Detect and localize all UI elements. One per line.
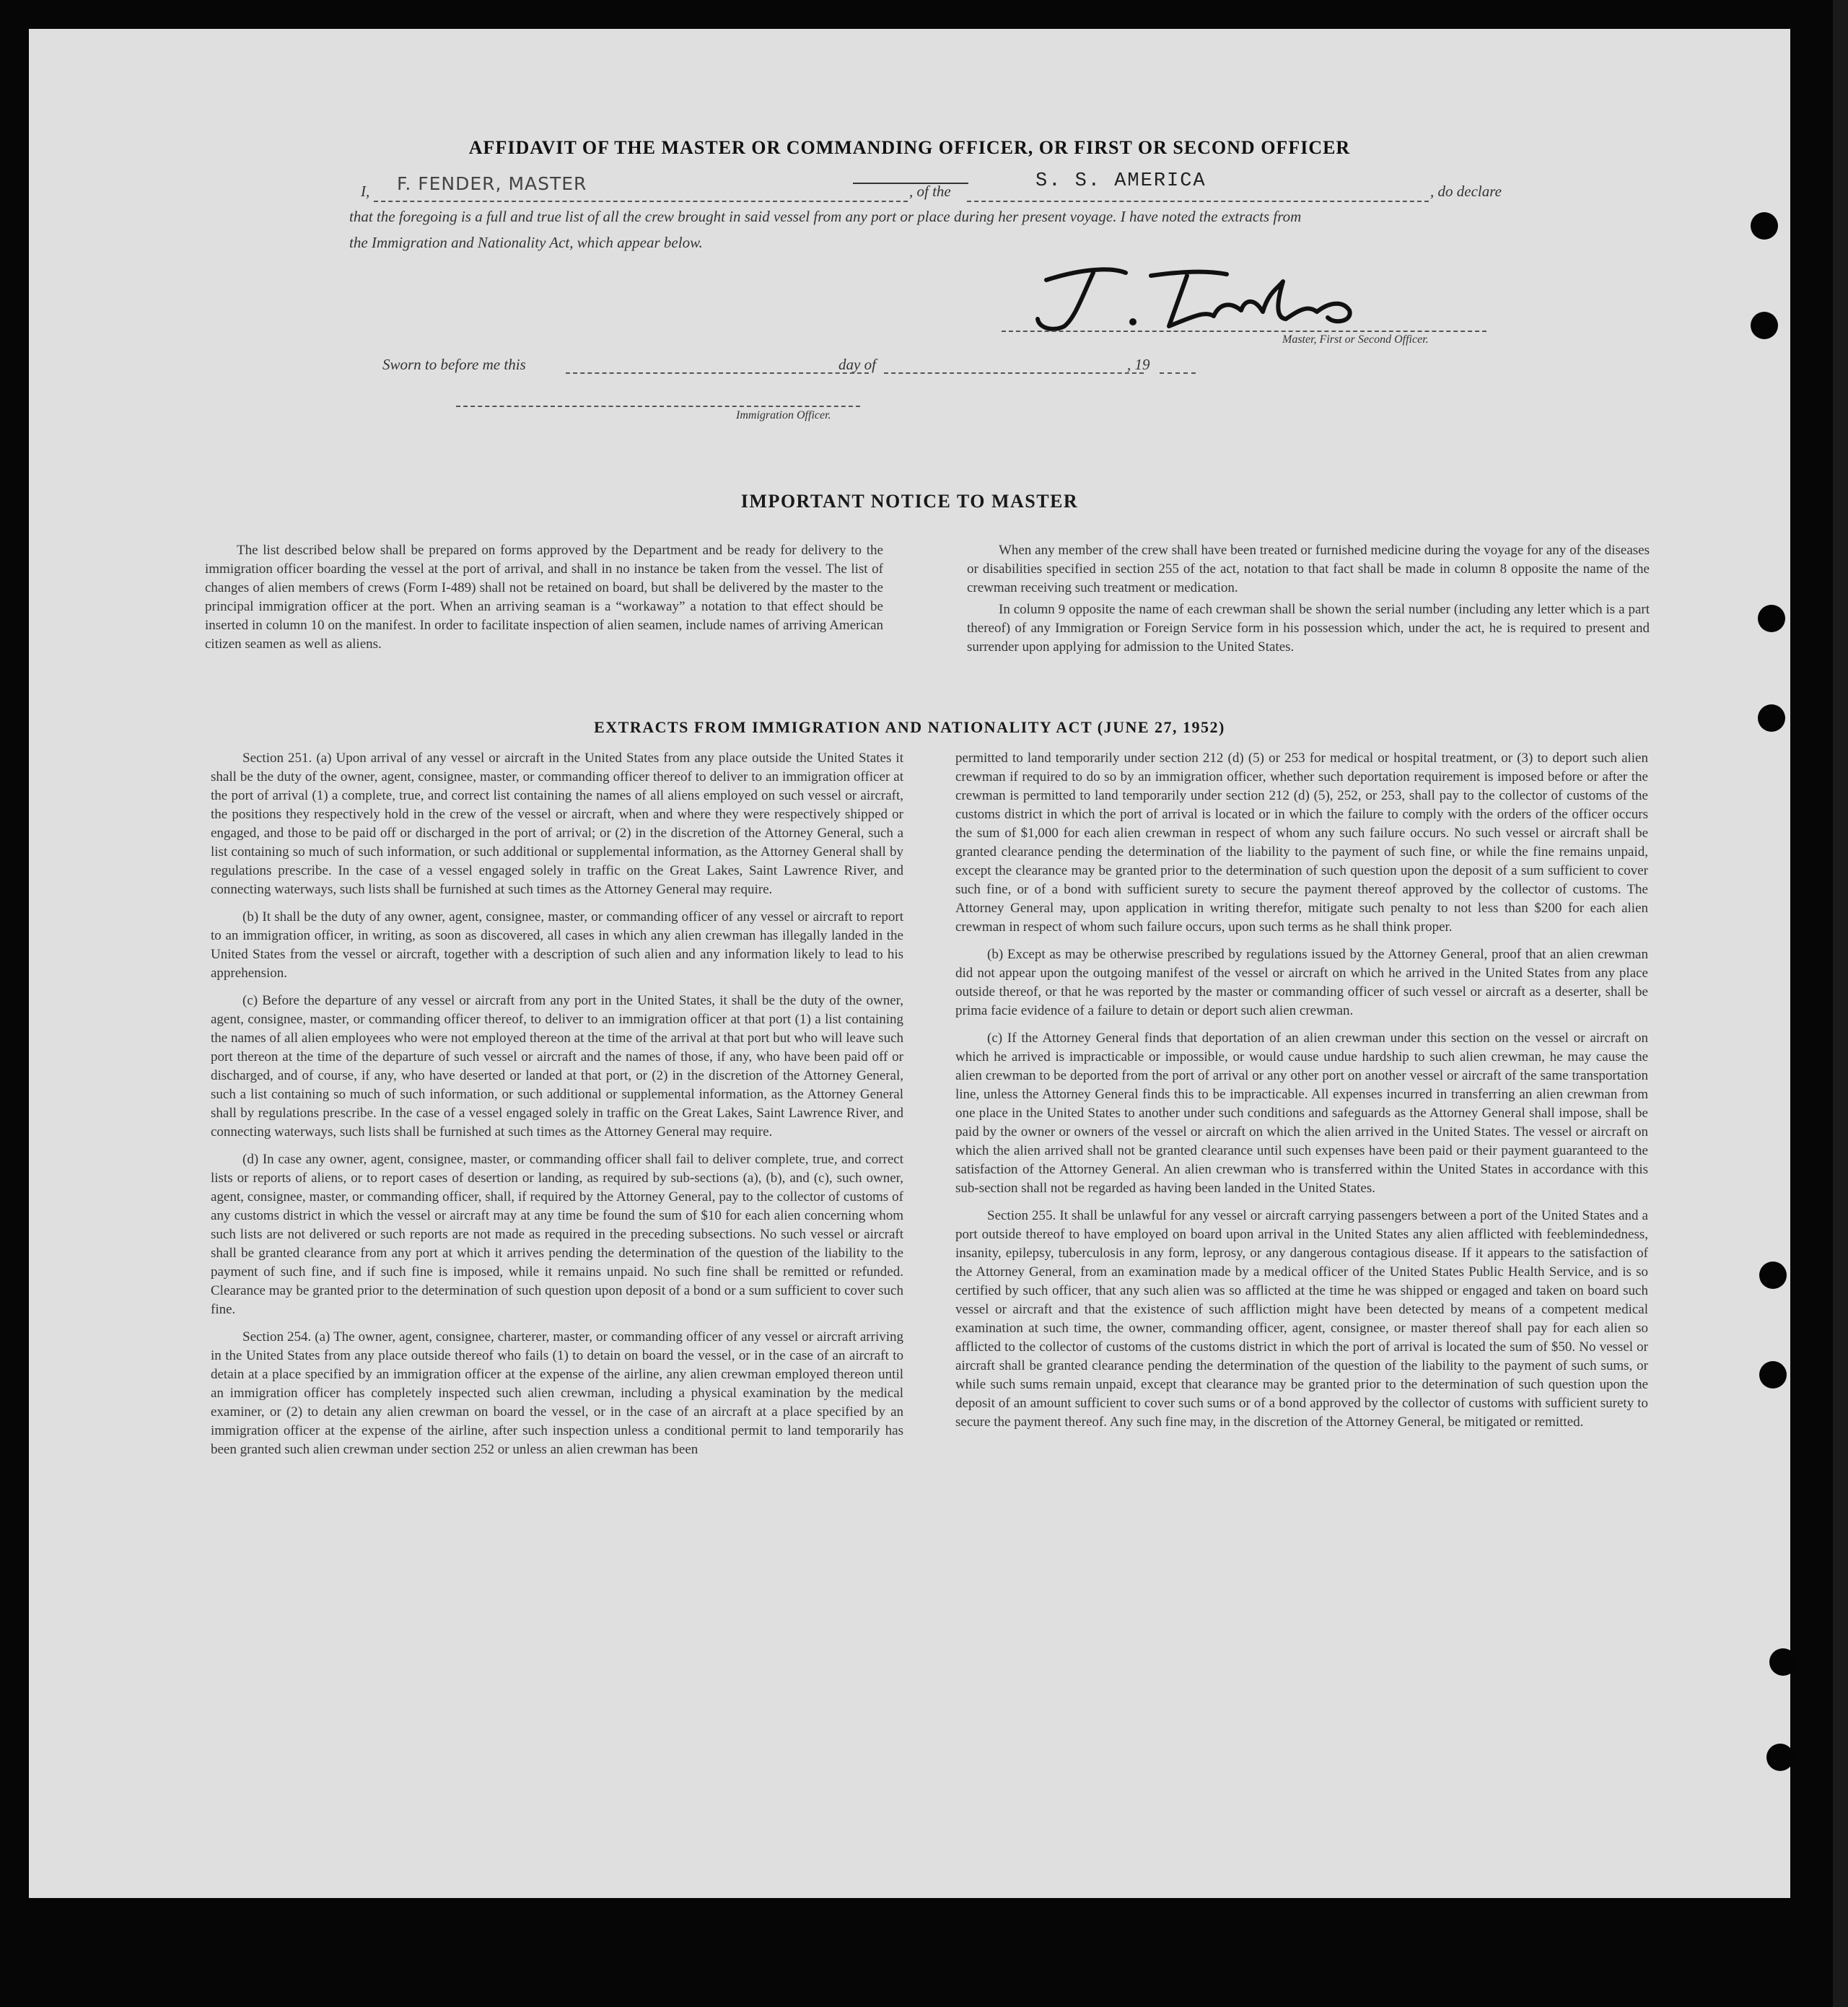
sworn-year-line bbox=[1160, 372, 1196, 374]
binder-hole bbox=[1751, 312, 1778, 339]
officer-caption: Immigration Officer. bbox=[736, 409, 831, 421]
notice-right-column bbox=[967, 541, 1650, 665]
vessel-line bbox=[967, 201, 1429, 202]
extracts-right-column bbox=[955, 749, 1648, 1440]
notice-left-column bbox=[205, 541, 883, 663]
section-254-c: (c) If the Attorney General finds that deportation of an alien crewman under this section on the vessel or aircraft on which he arrived is impracticable or impossible, or would cause undue hardship to such alien crewman, he may cause the alien crewman to be deported from the port of arrival or any other port on another vessel or aircraft of the same transportation line, unless the Attorney General finds this to be impracticable. All expenses incurred in transferring an alien crewman from one place in the United States to another under such conditions and safeguards as the Attorney General shall impose, shall be paid by the owner or owners of the vessel or aircraft on which the alien arrived in the United States. The vessel or aircraft on which the alien arrived shall not be granted clearance until such expenses have been paid or their payment guaranteed to the satisfaction of the Attorney General. An alien crewman who is transferred within the United States in accordance with this sub-section shall not be regarded as having been landed in the United States. bbox=[955, 1031, 1648, 1196]
binder-hole bbox=[1766, 1744, 1794, 1771]
do-declare-label: , do declare bbox=[1430, 183, 1502, 200]
section-251-c: (c) Before the departure of any vessel or aircraft from any port in the United States, it shall be the duty of the owner, agent, consignee, master, or commanding officer thereof, to deliver to an immigration officer at that port (1) a list containing the names of all alien employees who were not employed thereon at the time of the arrival at that port but who will leave such port thereon at the time of the departure of such vessel or aircraft and the names of those, if any, who have been paid off or discharged, and of course, if any, who have deserted or landed at that port, or (2) in the discretion of the Attorney General, such a list containing so much of such information, or such additional or supplemental information, as the Attorney General shall by regulations prescribe. In the case of a vessel engaged solely in traffic on the Great Lakes, Saint Lawrence River, and connecting waterways, such lists shall be furnished at such times as the Attorney General may require. bbox=[211, 993, 903, 1140]
extracts-title: EXTRACTS FROM IMMIGRATION AND NATIONALITY ACT (JUNE 27, 1952) bbox=[594, 718, 1225, 736]
section-255: Section 255. It shall be unlawful for any vessel or aircraft carrying passengers between a port of the United States and a port outside thereof to have employed on board upon arrival in the United States any alien afflicted with feeblemindedness, insanity, epilepsy, tuberculosis in any form, leprosy, or any dangerous contagious disease. If it appears to the satisfaction of the Attorney General, from an examination made by a medical officer of the United States Public Health Service, and is so certified by such officer, that any such alien was so afflicted at the time he was shipped or engaged and taken on board such vessel or aircraft and that the existence of such affliction might have been detected by means of a competent medical examination at such time, the owner, commanding officer, agent, consignee, or master thereof shall pay for each alien so afflicted to the collector of customs of the customs district in which the port of arrival is located the sum of $50. No vessel or aircraft shall be granted clearance pending the determination of the question of the liability to the payment of such sums, or while such sums remain unpaid, except that clearance may be granted prior to the determination of such question upon the deposit of an amount sufficient to cover such sums or of a bond approved by the collector of customs with sufficient surety to secure the payment thereof. Any such fine may, in the discretion of the Attorney General, be mitigated or remitted. bbox=[955, 1208, 1648, 1430]
affidavit-title: AFFIDAVIT OF THE MASTER OR COMMANDING OFFICER, OR FIRST OR SECOND OFFICER bbox=[468, 137, 1351, 158]
affidavit-line-3: the Immigration and Nationality Act, which appear below. bbox=[349, 234, 703, 251]
document-page bbox=[29, 29, 1790, 1898]
section-254-b: (b) Except as may be otherwise prescribed by regulations issued by the Attorney General, proof that an alien crewman did not appear upon the outgoing manifest of the vessel or aircraft on which he arrived in the United States from any place outside thereof, or that he was reported by the master or commanding officer of such vessel or aircraft as a deserter, shall be prima facie evidence of a failure to detain or deport such alien crewman. bbox=[955, 947, 1648, 1018]
notice-left-paragraph: The list described below shall be prepared on forms approved by the Department and be ready for delivery to the immigration officer boarding the vessel at the port of arrival, and shall in no instance be taken from the vessel. The list of changes of alien members of crews (Form I-489) shall not be retained on board, but shall be delivered by the master to the principal immigration officer at the port. When an arriving seaman is a “workaway” a notation to that effect should be inserted in column 10 on the manifest. In order to facilitate inspection of alien seamen, include names of arriving American citizen seamen as well as aliens. bbox=[205, 543, 883, 652]
sworn-month-line bbox=[884, 372, 1144, 374]
notice-title: IMPORTANT NOTICE TO MASTER bbox=[740, 491, 1079, 512]
binder-hole bbox=[1769, 1648, 1797, 1676]
sworn-label: Sworn to before me this bbox=[382, 356, 526, 373]
master-name-field: F. FENDER, MASTER bbox=[397, 173, 587, 194]
name-line bbox=[374, 201, 908, 202]
binder-hole bbox=[1758, 704, 1785, 732]
section-251-a: Section 251. (a) Upon arrival of any vessel or aircraft in the United States from any place outside the United States it shall be the duty of the owner, agent, consignee, master, or commanding officer thereof to deliver to an immigration officer at the port of arrival (1) a complete, true, and correct list containing the names of all aliens employed on such vessel or aircraft, the positions they respectively hold in the crew of the vessel or aircraft, when and where they were respectively shipped or engaged, and those to be paid off or discharged in the port of arrival; or (2) in the discretion of the Attorney General, such a list containing so much of such information, or such additional or supplemental information, as the Attorney General shall by regulations prescribe. In the case of a vessel engaged solely in traffic on the Great Lakes, Saint Lawrence River, and connecting waterways, such lists shall be furnished at such times as the Attorney General may require. bbox=[211, 751, 903, 897]
extracts-left-column bbox=[211, 749, 903, 1468]
i-label: I, bbox=[361, 183, 370, 200]
section-251-d: (d) In case any owner, agent, consignee, master, or commanding officer shall fail to deliver complete, true, and correct lists or reports of aliens, or to report cases of desertion or landing, as required by sub-sections (a), (b), and (c), such owner, agent, consignee, master, or commanding officer, shall, if required by the Attorney General, pay to the collector of customs of any customs district in which the vessel or aircraft may at any time be found the sum of $10 for each alien concerning whom such lists are not delivered or such reports are not made as required in the preceding subsections. No such vessel or aircraft shall be granted clearance from any port at which it arrives pending the determination of the question of the liability to the payment of such fine, and if such fine is imposed, while it remains unpaid. No such fine shall be remitted or refunded. Clearance may be granted prior to the determination of such question upon deposit of a bond or a sum sufficient to cover such fine. bbox=[211, 1152, 903, 1317]
of-the-label: , of the bbox=[909, 183, 951, 200]
year-label: , 19 bbox=[1127, 356, 1150, 373]
sworn-day-line bbox=[566, 372, 869, 374]
notice-right-paragraph-1: When any member of the crew shall have been treated or furnished medicine during the voyage for any of the diseases or disabilities specified in section 255 of the act, notation to that fact shall be made in column 8 opposite the name of the crewman receiving such treatment or medication. bbox=[967, 543, 1650, 595]
binder-hole bbox=[1759, 1361, 1787, 1389]
section-251-b: (b) It shall be the duty of any owner, agent, consignee, master, or commanding officer of any vessel or aircraft to report to an immigration officer, in writing, as soon as discovered, all cases in which any alien crewman has illegally landed in the United States from the vessel or aircraft, together with a description of such alien and any information likely to lead to his apprehension. bbox=[211, 909, 903, 981]
master-signature bbox=[1025, 260, 1385, 339]
signature-line bbox=[1002, 331, 1486, 332]
scan-edge bbox=[1833, 0, 1848, 2007]
binder-hole bbox=[1758, 605, 1785, 632]
binder-hole bbox=[1751, 212, 1778, 240]
vessel-name-field: S. S. AMERICA bbox=[1035, 170, 1207, 192]
officer-line bbox=[456, 406, 860, 407]
signature-caption: Master, First or Second Officer. bbox=[1282, 333, 1429, 346]
section-254-a: Section 254. (a) The owner, agent, consignee, charterer, master, or commanding officer of any vessel or aircraft arriving in the United States from any place outside thereof who fails (1) to detain on board the vessel, or in the case of an aircraft to detain at a place specified by an immigration officer at the expense of the airline, any alien crewman employed thereon until an immigration officer has completely inspected such alien crewman, including a physical examination by the medical examiner, or (2) to detain any alien crewman on board the vessel, or in the case of an aircraft at a place specified by an immigration officer at the expense of the airline, after such inspection unless a conditional permit to land temporarily has been granted such alien crewman under section 252 or unless an alien crewman has been bbox=[211, 1329, 903, 1457]
section-254-a-continued: permitted to land temporarily under section 212 (d) (5) or 253 for medical or hospital treatment, or (3) to deport such alien crewman if required to do so by an immigration officer, whether such deportation requirement is imposed before or after the crewman is permitted to land temporarily under section 212 (d) (5), 252, or 253, shall pay to the collector of customs of the customs district in which the port of arrival is located or in which the failure to comply with the orders of the officer occurs the sum of $1,000 for each alien crewman in respect of whom any such failure occurs. No such vessel or aircraft shall be granted clearance pending the determination of the liability to the payment of such fine, or while the fine remains unpaid, except the clearance may be granted prior to the determination of such question upon the deposit of a sum sufficient to cover such fine, or of a bond with sufficient surety to secure the payment thereof approved by the collector of customs. The Attorney General may, upon application in writing therefor, mitigate such penalty to not less than $200 for each alien crewman in respect of whom such failure occurs, upon such terms as he shall think proper. bbox=[955, 751, 1648, 935]
notice-right-paragraph-2: In column 9 opposite the name of each crewman shall be shown the serial number (including any letter which is a part thereof) of any Immigration or Foreign Service form in his possession which, under the act, he is required to present and surrender upon applying for admission to the United States. bbox=[967, 602, 1650, 655]
binder-hole bbox=[1759, 1262, 1787, 1289]
day-of-label: day of bbox=[838, 356, 876, 373]
affidavit-line-2: that the foregoing is a full and true list of all the crew brought in said vessel from any port or place during her present voyage. I have noted the extracts from bbox=[349, 208, 1302, 225]
